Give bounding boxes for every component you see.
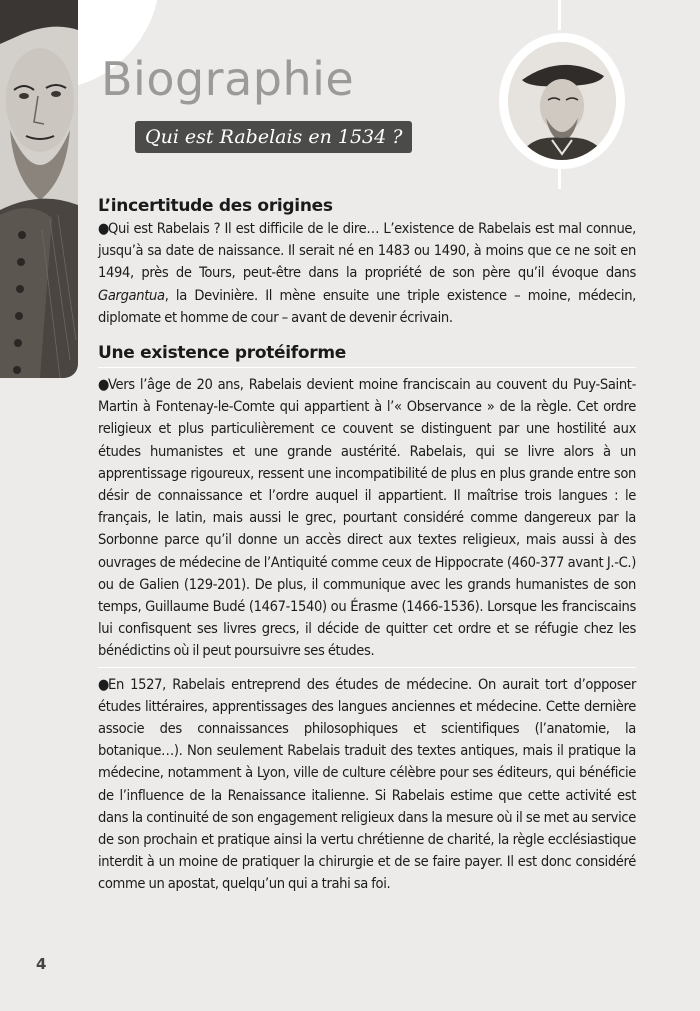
bullet-icon: ● xyxy=(98,675,110,693)
paragraph-origins xyxy=(98,218,636,329)
rabelais-medallion xyxy=(499,33,625,169)
rabelais-portrait-left xyxy=(0,0,78,378)
medallion-tip xyxy=(558,167,561,189)
paragraph-text: , la Devinière. Il mène ensuite une triple existence – moine, médecin, diplomate et homme de cour – avant de devenir écrivain. xyxy=(98,286,636,326)
section-title-existence: Une existence protéiforme xyxy=(98,343,346,364)
main-content xyxy=(98,196,636,896)
page-subtitle: Qui est Rabelais en 1534 ? xyxy=(135,121,412,153)
book-title: Gargantua xyxy=(98,286,165,304)
paragraph-text: En 1527, Rabelais entreprend des études de médecine. On aurait tort d’opposer études littéraires, apprentissages des langues anciennes et médecine. Cette dernière associe des connaissances philosophiques et scientifiques (l’anatomie, la botanique…). Non seulement Rabelais traduit des textes antiques, mais il pratique la médecine, notamment à Lyon, ville de culture célèbre pour ses éditeurs, qui bénéficie de l’influence de la Renaissance italienne. Si Rabelais estime que cette activité est dans la continuité de son engagement religieux dans la mesure où il se met au service de son prochain et pratique ainsi la vertu chrétienne de charité, la règle ecclésiastique interdit à un moine de pratiquer la chirurgie et de se faire payer. Il est donc considéré comme un apostat, quelqu’un qui a trahi sa foi. xyxy=(98,675,636,893)
paragraph-divider xyxy=(98,667,636,668)
section-title-origins: L’incertitude des origines xyxy=(98,196,333,216)
paragraph-text: Vers l’âge de 20 ans, Rabelais devient moine franciscain au couvent du Puy-Saint-Martin à Fontenay-le-Comte qui appartient à l’« Observance » de la règle. Cet ordre religieux et plus particulièrement ce couvent se distinguent par une hostilité aux études humanistes et une grande austérité. Rabelais, qui se livre alors à un apprentissage rigoureux, ressent une incompatibilité de plus en plus grande entre son désir de connaissance et l’ordre auquel il appartient. Il maîtrise trois langues : le français, le latin, mais aussi le grec, pourtant considéré comme dangereux par la Sorbonne parce qu’il donne un accès direct aux textes religieux, mais aussi à des ouvrages de médecine de l’Antiquité comme ceux de Hippocrate (460-377 avant J.-C.) ou de Galien (129-201). De plus, il communique avec les grands humanistes de son temps, Guillaume Budé (1467-1540) ou Érasme (1466-1536). Lorsque les franciscains lui confisquent ses livres grecs, il décide de quitter cet ordre et se réfugie chez les bénédictins où il peut poursuivre ses études. xyxy=(98,376,636,660)
bullet-icon: ● xyxy=(98,376,110,394)
paragraph-text: Qui est Rabelais ? Il est difficile de le dire… L’existence de Rabelais est mal connue, jusqu’à sa date de naissance. Il serait né en 1483 ou 1490, à moins que ce ne soit en 1494, près de Tours, peut-être dans la propriété de son père qu’il évoque dans xyxy=(98,220,636,282)
section-divider xyxy=(98,367,636,368)
paragraph-medicine xyxy=(98,674,636,896)
bullet-icon: ● xyxy=(98,220,110,237)
page-title: Biographie xyxy=(101,52,355,106)
medallion-string xyxy=(558,0,561,30)
page-number: 4 xyxy=(36,955,47,973)
portrait-engraving-icon xyxy=(0,0,78,378)
medallion-portrait-icon xyxy=(508,42,616,160)
paragraph-monk xyxy=(98,374,636,663)
